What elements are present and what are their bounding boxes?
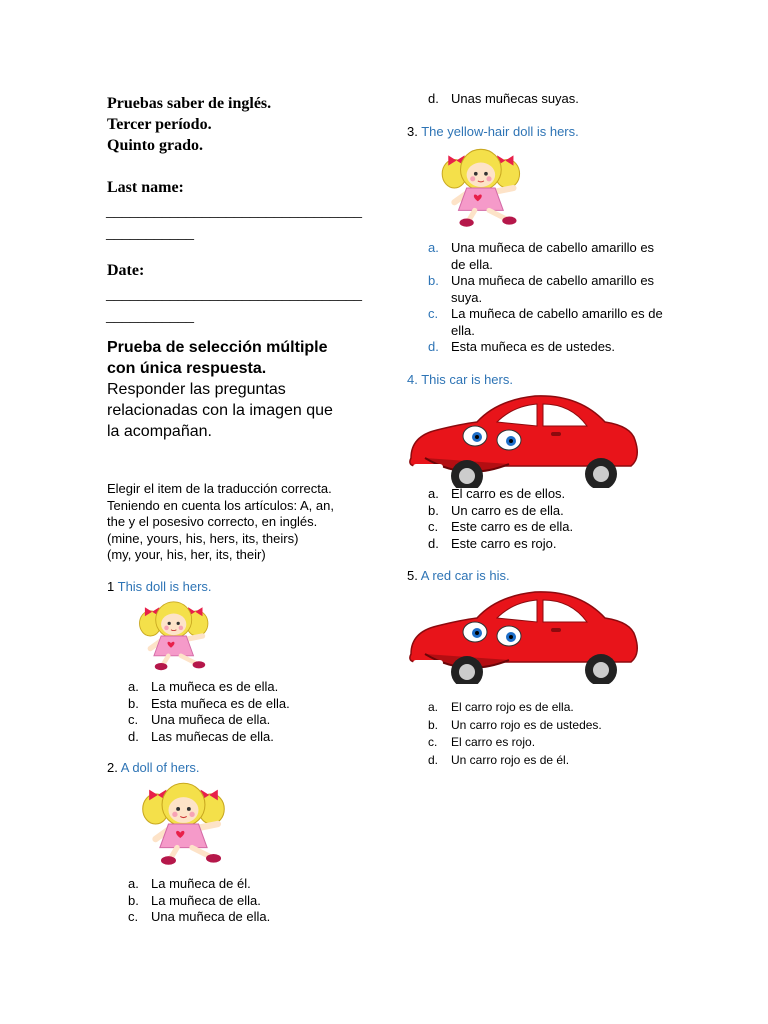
question-4	[407, 372, 513, 388]
option-b[interactable]: b. Un carro es de ella.	[428, 502, 564, 518]
doll-image	[130, 600, 230, 672]
instructions-title-1: Prueba de selección múltiple	[107, 339, 328, 356]
option-c[interactable]: c. Una muñeca de ella.	[128, 909, 271, 924]
question-2-options-continued	[428, 91, 668, 108]
option-a[interactable]: a. La muñeca de él.	[128, 876, 251, 891]
option-d[interactable]: d. Este carro es rojo.	[428, 535, 557, 551]
doll-image	[432, 146, 544, 230]
doll-image	[132, 780, 250, 868]
sub-instructions-4: (mine, yours, his, hers, its, theirs)	[107, 530, 299, 546]
question-3-options	[428, 240, 668, 356]
red-car-image	[404, 388, 646, 488]
instructions	[107, 337, 367, 442]
exam-title	[107, 93, 271, 156]
question-1	[107, 579, 212, 595]
option-a[interactable]: a. Una muñeca de cabello amarillo es de ella.	[428, 240, 655, 272]
instructions-title-2: con única respuesta.	[107, 360, 267, 377]
option-b[interactable]: b. Una muñeca de cabello amarillo es suya.	[428, 273, 655, 305]
option-d[interactable]: d. Esta muñeca es de ustedes.	[428, 339, 616, 354]
option-d[interactable]: d. Las muñecas de ella.	[128, 728, 274, 744]
option-c[interactable]: c. Este carro es de ella.	[428, 519, 574, 534]
sub-instructions-3: the y el posesivo correcto, en inglés.	[107, 514, 318, 529]
sub-instructions	[107, 481, 377, 564]
question-text: This doll is hers.	[117, 579, 212, 594]
date-line-1: ________________________________	[106, 286, 362, 303]
option-b[interactable]: b. La muñeca de ella.	[128, 892, 261, 908]
option-d[interactable]: d. Un carro rojo es de él.	[428, 752, 570, 767]
title-line-1: Pruebas saber de inglés.	[107, 95, 272, 112]
option-c[interactable]: c. El carro es rojo.	[428, 735, 536, 749]
last-name-line-1: ________________________________	[106, 203, 362, 220]
date-field[interactable]	[106, 284, 362, 328]
date-line-2: ___________	[106, 308, 194, 325]
option-a[interactable]: a. La muñeca es de ella.	[128, 679, 279, 694]
question-2-options	[128, 876, 368, 926]
last-name-field[interactable]	[106, 201, 362, 245]
instructions-line-3: la acompañan.	[107, 423, 212, 440]
instructions-line-2: relacionadas con la imagen que	[107, 402, 333, 419]
option-d[interactable]: d. Unas muñecas suyas.	[428, 91, 579, 106]
question-number: 1	[107, 579, 115, 594]
question-4-options	[428, 486, 668, 552]
question-number: 5.	[407, 568, 418, 583]
option-c[interactable]: c. La muñeca de cabello amarillo es de ella.	[428, 306, 663, 338]
instructions-line-1: Responder las preguntas	[107, 381, 286, 398]
question-2	[107, 760, 200, 776]
question-text: A red car is his.	[420, 568, 510, 583]
question-number: 4.	[407, 372, 418, 387]
option-c[interactable]: c. Una muñeca de ella.	[128, 712, 271, 727]
question-3	[407, 124, 579, 140]
question-text: This car is hers.	[421, 372, 513, 387]
date-label: Date:	[107, 262, 145, 279]
question-text: The yellow-hair doll is hers.	[421, 124, 579, 139]
option-a[interactable]: a. El carro rojo es de ella.	[428, 700, 574, 714]
question-1-options	[128, 679, 368, 745]
title-line-3: Quinto grado.	[107, 137, 204, 154]
option-a[interactable]: a. El carro es de ellos.	[428, 486, 566, 501]
question-text: A doll of hers.	[120, 760, 200, 775]
sub-instructions-2: Teniendo en cuenta los artículos: A, an,	[107, 497, 334, 513]
question-number: 3.	[407, 124, 418, 139]
question-5	[407, 568, 510, 584]
sub-instructions-5: (my, your, his, her, its, their)	[107, 547, 266, 562]
last-name-line-2: ___________	[106, 225, 194, 242]
red-car-image	[404, 584, 646, 684]
title-line-2: Tercer período.	[107, 116, 212, 133]
option-b[interactable]: b. Esta muñeca es de ella.	[128, 695, 290, 711]
question-number: 2.	[107, 760, 118, 775]
option-b[interactable]: b. Un carro rojo es de ustedes.	[428, 717, 602, 732]
question-5-options	[428, 699, 668, 769]
sub-instructions-1: Elegir el item de la traducción correcta.	[107, 481, 332, 496]
last-name-label: Last name:	[107, 179, 184, 196]
